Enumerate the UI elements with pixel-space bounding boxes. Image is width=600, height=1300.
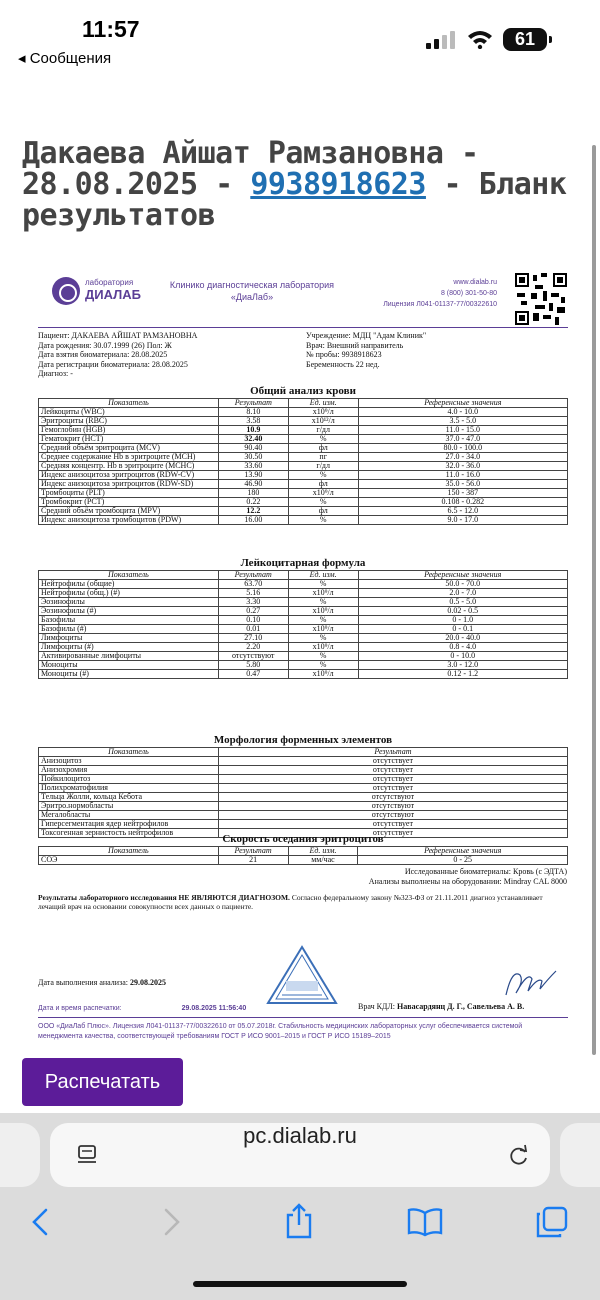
test-result: 0.22	[218, 498, 288, 507]
test-unit: фл	[288, 480, 358, 489]
patient-info-line: Дата рождения: 30.07.1999 (26) Пол: Ж	[38, 340, 172, 350]
patient-info-line: Диагноз: -	[38, 369, 73, 378]
disclaimer	[38, 893, 568, 911]
cbc-table	[38, 398, 568, 525]
test-unit: %	[288, 516, 358, 525]
test-name: Эозинофилы (#)	[39, 607, 219, 616]
lab-license: Лицензия Л041-01137-77/00322610	[383, 301, 497, 308]
test-result: 30.50	[218, 453, 288, 462]
test-unit: %	[288, 471, 358, 480]
test-result: отсутствует	[218, 757, 567, 766]
analysis-date-value: 29.08.2025	[130, 978, 166, 987]
esr-section-title: Скорость оседания эритроцитов	[222, 833, 384, 845]
reference-range: 32.0 - 36.0	[358, 462, 567, 471]
table-row	[39, 516, 568, 525]
test-name: Тромбокрит (PCT)	[39, 498, 219, 507]
test-name: Тромбоциты (PLT)	[39, 489, 219, 498]
print-timestamp	[38, 1005, 246, 1012]
table-row	[39, 652, 568, 661]
reference-range: 3.5 - 5.0	[358, 417, 567, 426]
column-header: Результат	[218, 748, 567, 757]
test-unit: г/дл	[288, 426, 358, 435]
test-result: отсутствуют	[218, 802, 567, 811]
patient-info-line: № пробы: 9938918623	[306, 350, 382, 359]
table-row	[39, 670, 568, 679]
print-timestamp-value: 29.08.2025 11:56:40	[181, 1005, 247, 1012]
reference-range: 0.108 - 0.282	[358, 498, 567, 507]
biomaterial-note: Исследованные биоматериалы: Кровь (с ЭДТА)	[404, 867, 567, 876]
test-name: Средняя концентр. Hb в эритроците (MCHC)	[39, 462, 219, 471]
test-result: 12.2	[218, 507, 288, 516]
lab-doctors-names: Навасардянц Д. Г., Савельева А. В.	[397, 1002, 525, 1011]
test-name: Нейтрофилы (общие)	[39, 580, 219, 589]
reference-range: 37.0 - 47.0	[358, 435, 567, 444]
test-result: 0.10	[218, 616, 288, 625]
test-name: СОЭ	[39, 856, 219, 865]
reference-range: 0.5 - 5.0	[358, 598, 567, 607]
test-name: Гематокрит (HCT)	[39, 435, 219, 444]
previous-tab-peek[interactable]	[0, 1123, 40, 1187]
test-unit: %	[288, 661, 358, 670]
column-header: Результат	[218, 847, 288, 856]
reference-range: 0 - 25	[358, 856, 568, 865]
test-result: 5.16	[218, 589, 288, 598]
dialab-logo-icon	[52, 277, 80, 305]
test-name: Индекс анизоцитоза эритроцитов (RDW-SD)	[39, 480, 219, 489]
column-header: Показатель	[39, 571, 219, 580]
reference-range: 11.0 - 15.0	[358, 426, 567, 435]
test-result: 46.90	[218, 480, 288, 489]
test-result: 13.90	[218, 471, 288, 480]
cellular-signal-icon	[426, 31, 456, 49]
reference-range: 0.8 - 4.0	[358, 643, 567, 652]
disclaimer-bold: Результаты лабораторного исследования НЕ ЯВЛЯЮТСЯ ДИАГНОЗОМ.	[38, 893, 290, 902]
back-to-messages-link[interactable]: ◂ Сообщения	[18, 50, 112, 67]
analysis-date	[38, 978, 166, 987]
reference-range: 0 - 0.1	[358, 625, 567, 634]
bookmarks-icon[interactable]	[407, 1207, 443, 1237]
test-unit: фл	[288, 507, 358, 516]
lab-contacts	[383, 277, 497, 310]
test-result: отсутствуют	[218, 811, 567, 820]
reference-range: 50.0 - 70.0	[358, 580, 567, 589]
column-header: Показатель	[39, 748, 219, 757]
test-name: Гиперсегментация ядер нейтрофилов	[39, 820, 219, 829]
table-row	[39, 489, 568, 498]
table-row	[39, 426, 568, 435]
leukocyte-formula-table	[38, 570, 568, 679]
test-unit: x10⁹/л	[288, 643, 358, 652]
forward-arrow-icon[interactable]	[158, 1206, 184, 1238]
share-icon[interactable]	[282, 1202, 316, 1240]
analysis-date-label: Дата выполнения анализа:	[38, 978, 130, 987]
test-name: Средний объём тромбоцита (MPV)	[39, 507, 219, 516]
sample-number-link[interactable]: 9938918623	[250, 167, 426, 202]
doctor-signature	[498, 965, 558, 1001]
patient-info-line: Учреждение: МДЦ "Адам Клиник"	[306, 331, 427, 340]
table-row	[39, 634, 568, 643]
test-name: Лимфоциты (#)	[39, 643, 219, 652]
test-unit: фл	[288, 444, 358, 453]
test-result: 180	[218, 489, 288, 498]
test-name: Эритроциты (RBC)	[39, 417, 219, 426]
test-unit: x10⁹/л	[288, 408, 358, 417]
morphology-section-title: Морфология форменных элементов	[213, 734, 393, 746]
column-header: Результат	[218, 571, 288, 580]
test-name: Гемоглобин (HGB)	[39, 426, 219, 435]
reference-range: 2.0 - 7.0	[358, 589, 567, 598]
test-result: отсутствуют	[218, 652, 288, 661]
table-row	[39, 598, 568, 607]
test-unit: %	[288, 498, 358, 507]
table-row	[39, 625, 568, 634]
column-header: Результат	[218, 399, 288, 408]
test-result: 63.70	[218, 580, 288, 589]
footer-divider	[38, 1017, 568, 1018]
lab-website: www.dialab.ru	[453, 279, 497, 286]
test-name: Токсогенная зернистость нейтрофилов	[39, 829, 219, 838]
test-result: 3.30	[218, 598, 288, 607]
test-unit: г/дл	[288, 462, 358, 471]
lab-label-small: лаборатория	[85, 278, 134, 287]
reference-range: 35.0 - 56.0	[358, 480, 567, 489]
lab-doctors	[358, 1002, 524, 1011]
test-unit: %	[288, 652, 358, 661]
test-result: 10.9	[218, 426, 288, 435]
column-header: Показатель	[39, 847, 219, 856]
test-result: отсутствует	[218, 820, 567, 829]
test-result: отсутствует	[218, 784, 567, 793]
lab-phone: 8 (800) 301-50-80	[440, 290, 497, 297]
test-unit: %	[288, 435, 358, 444]
table-row	[39, 480, 568, 489]
lab-description: Клинико диагностическая лаборатория «ДиаЛаб»	[169, 280, 335, 302]
table-row	[39, 616, 568, 625]
patient-info-right	[306, 331, 426, 369]
reference-range: 0.12 - 1.2	[358, 670, 567, 679]
morphology-table	[38, 747, 568, 838]
leuko-section-title: Лейкоцитарная формула	[240, 557, 366, 569]
test-name: Анизохромия	[39, 766, 219, 775]
battery-indicator: 61	[503, 28, 547, 51]
test-result: 0.27	[218, 607, 288, 616]
table-row	[39, 856, 568, 865]
reference-range: 6.5 - 12.0	[358, 507, 567, 516]
equipment-note: Анализы выполнены на оборудовании: Mindray CAL 8000	[368, 877, 567, 886]
test-result: отсутствует	[218, 775, 567, 784]
test-unit: мм/час	[288, 856, 358, 865]
table-row	[39, 589, 568, 598]
test-unit: пг	[288, 453, 358, 462]
test-name: Лейкоциты (WBC)	[39, 408, 219, 417]
test-name: Лимфоциты	[39, 634, 219, 643]
column-header: Референсные значения	[358, 847, 568, 856]
test-result: 3.58	[218, 417, 288, 426]
column-header: Референсные значения	[358, 571, 567, 580]
patient-info-line: Дата взятия биоматериала: 28.08.2025	[38, 350, 168, 359]
reference-range: 0 - 10.0	[358, 652, 567, 661]
test-name: Индекс анизоцитоза тромбоцитов (PDW)	[39, 516, 219, 525]
home-indicator[interactable]	[193, 1281, 407, 1287]
back-arrow-icon[interactable]	[28, 1206, 54, 1238]
table-row	[39, 607, 568, 616]
print-timestamp-label: Дата и время распечатки:	[38, 1005, 122, 1012]
reference-range: 0.02 - 0.5	[358, 607, 567, 616]
test-result: 21	[218, 856, 288, 865]
test-result: 5.80	[218, 661, 288, 670]
cbc-section-title: Общий анализ крови	[250, 385, 356, 397]
scrollbar-thumb[interactable]	[592, 145, 596, 1055]
test-unit: x10¹²/л	[288, 417, 358, 426]
test-result: 90.40	[218, 444, 288, 453]
test-unit: x10⁹/л	[288, 489, 358, 498]
test-name: Моноциты (#)	[39, 670, 219, 679]
footer-license: ООО «ДиаЛаб Плюс». Лицензия Л041-01137-77/00322610 от 05.07.2018г. Стабильность медицинских лабораторных услуг обеспечивается системой менеджмента качества, соответствующей требованиям ГОСТ Р ИСО 9001–2015 и ГОСТ Р ИСО 15189–2015	[38, 1023, 523, 1040]
address-bar[interactable]	[50, 1123, 550, 1187]
test-name: Анизоцитоз	[39, 757, 219, 766]
test-result: отсутствует	[218, 829, 567, 838]
reference-range: 9.0 - 17.0	[358, 516, 567, 525]
test-name: Индекс анизоцитоза эритроцитов (RDW-CV)	[39, 471, 219, 480]
test-unit: x10⁹/л	[288, 589, 358, 598]
url-text[interactable]: pc.dialab.ru	[243, 1123, 357, 1148]
next-tab-peek[interactable]	[560, 1123, 600, 1187]
test-result: отсутствует	[218, 766, 567, 775]
wifi-icon	[467, 29, 493, 49]
test-result: 8.10	[218, 408, 288, 417]
patient-info-left	[38, 331, 197, 379]
reference-range: 0 - 1.0	[358, 616, 567, 625]
test-unit: %	[288, 616, 358, 625]
test-name: Базофилы	[39, 616, 219, 625]
test-result: 2.20	[218, 643, 288, 652]
status-bar	[0, 0, 600, 75]
patient-info-line: Беременность 22 нед.	[306, 359, 380, 369]
lab-doctors-label: Врач КДЛ:	[358, 1002, 398, 1011]
lab-report-sheet	[30, 265, 575, 1050]
test-unit: %	[288, 634, 358, 643]
tabs-icon[interactable]	[535, 1205, 569, 1239]
clock: 11:57	[82, 16, 140, 42]
reference-range: 11.0 - 16.0	[358, 471, 567, 480]
test-result: 27.10	[218, 634, 288, 643]
table-row	[39, 757, 568, 766]
test-name: Пойкилоцитоз	[39, 775, 219, 784]
test-name: Эритро.нормобласты	[39, 802, 219, 811]
test-unit: %	[288, 598, 358, 607]
test-unit: x10⁹/л	[288, 670, 358, 679]
patient-info-line: Врач: Внешний направитель	[306, 340, 404, 350]
test-result: 16.00	[218, 516, 288, 525]
test-result: 0.01	[218, 625, 288, 634]
reference-range: 20.0 - 40.0	[358, 634, 567, 643]
column-header: Ед. изм.	[288, 571, 358, 580]
patient-info-line: Дата регистрации биоматериала: 28.08.2025	[38, 359, 188, 369]
test-result: 0.47	[218, 670, 288, 679]
table-row	[39, 802, 568, 811]
test-name: Моноциты	[39, 661, 219, 670]
browser-toolbar	[0, 1113, 600, 1300]
column-header: Референсные значения	[358, 399, 567, 408]
header-divider	[38, 327, 568, 328]
reference-range: 150 - 387	[358, 489, 567, 498]
patient-info-line: Пациент: ДАКАЕВА АЙШАТ РАМЗАНОВНА	[38, 331, 198, 340]
test-name: Эозинофилы	[39, 598, 219, 607]
table-row	[39, 417, 568, 426]
table-row	[39, 766, 568, 775]
test-result: 32.40	[218, 435, 288, 444]
column-header: Ед. изм.	[288, 399, 358, 408]
test-unit: %	[288, 580, 358, 589]
test-name: Активированные лимфоциты	[39, 652, 219, 661]
test-name: Среднее содержание Hb в эритроците (MCH)	[39, 453, 219, 462]
test-result: отсутствуют	[218, 793, 567, 802]
reference-range: 27.0 - 34.0	[358, 453, 567, 462]
esr-table	[38, 846, 568, 865]
table-row	[39, 408, 568, 417]
page-title	[22, 138, 582, 231]
lab-seal-stamp	[266, 945, 338, 1007]
test-unit: x10⁹/л	[288, 607, 358, 616]
test-name: Нейтрофилы (общ.) (#)	[39, 589, 219, 598]
lab-name: ДИАЛАБ	[85, 287, 142, 302]
test-name: Средний объём эритроцита (MCV)	[39, 444, 219, 453]
table-row	[39, 775, 568, 784]
test-result: 33.60	[218, 462, 288, 471]
test-name: Базофилы (#)	[39, 625, 219, 634]
column-header: Показатель	[39, 399, 219, 408]
reference-range: 80.0 - 100.0	[358, 444, 567, 453]
table-row	[39, 661, 568, 670]
title-suffix: - Бланк результатов	[22, 167, 567, 233]
qr-code-icon	[515, 273, 567, 325]
disclaimer-text: Согласно федеральному закону №323-ФЗ от 21.11.2011 диагноз устанавливает лечащий врач на основании совокупности всех данных о пациенте.	[38, 893, 543, 911]
test-name: Полихроматофилия	[39, 784, 219, 793]
column-header: Ед. изм.	[288, 847, 358, 856]
test-unit: x10⁹/л	[288, 625, 358, 634]
test-name: Мегалобласты	[39, 811, 219, 820]
analysis-notes	[369, 867, 567, 887]
title-patient-date: Дакаева Айшат Рамзановна - 28.08.2025 -	[22, 136, 479, 202]
print-button[interactable]: Распечатать	[22, 1058, 183, 1106]
table-row	[39, 793, 568, 802]
test-name: Тельца Жолли, кольца Кебота	[39, 793, 219, 802]
reload-icon[interactable]	[507, 1143, 531, 1167]
reference-range: 3.0 - 12.0	[358, 661, 567, 670]
reference-range: 4.0 - 10.0	[358, 408, 567, 417]
